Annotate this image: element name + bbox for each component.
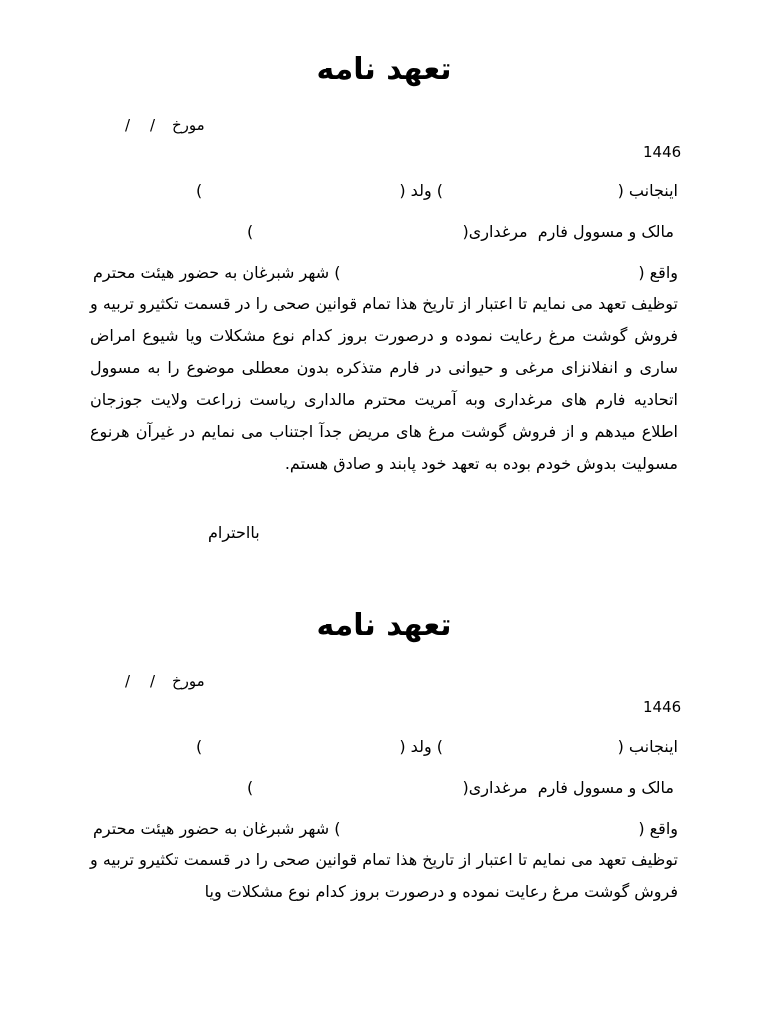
date-separator: / [150,672,156,690]
date-separator: / [150,116,156,134]
father-name-label: ) ولد ( [399,737,443,756]
city-line: ) شهر شبرغان به حضور هیئت محترم [93,819,341,838]
pledge-paragraph: توظیف تعهد می نمایم تا اعتبار از تاریخ هذا تمام قوانین صحی را در قسمت تکثیرو تربیه و فروش گوشت مرغ رعایت نموده و درصورت بروز کدام نوع مشکلات ویا شیوع امراض ساری و انفلانزای مرغی و حیوانی در فارم متذکره بدون معطلی موضوع را به مسوول اتحادیه فارم های مرغداری وبه آمریت محترم مالداری ریاست زراعت ولایت جوزجان اطلاع میدهم و از فروش گوشت مرغ های مریض جدآ اجتناب می نمایم در غیرآن هرنوع مسولیت بدوش خودم بوده به تعهد خود پابند و صادق هستم. [90,294,678,473]
date-label: مورخ [172,116,205,134]
closing-regards: بااحترام [208,523,260,542]
father-name-label: ) ولد ( [399,181,443,200]
page-title: تعهد نامه [316,52,452,87]
closing-paren: ) [196,181,203,200]
year-number: 1446 [643,698,682,716]
farm-owner-line: مالک و مسوول فارم مرغداری( [462,778,674,797]
date-label: مورخ [172,672,205,690]
city-line: ) شهر شبرغان به حضور هیئت محترم [93,263,341,282]
year-number: 1446 [643,143,682,161]
page-title: تعهد نامه [316,608,452,643]
name-line-start: اینجانب ( [617,181,678,200]
closing-paren: ) [247,222,254,241]
farm-owner-line: مالک و مسوول فارم مرغداری( [462,222,674,241]
closing-paren: ) [247,778,254,797]
location-label: واقع ( [638,819,678,838]
location-label: واقع ( [638,263,678,282]
closing-paren: ) [196,737,203,756]
name-line-start: اینجانب ( [617,737,678,756]
date-separator: / [125,116,131,134]
pledge-paragraph: توظیف تعهد می نمایم تا اعتبار از تاریخ هذا تمام قوانین صحی را در قسمت تکثیرو تربیه و فروش گوشت مرغ رعایت نموده و درصورت بروز کدام نوع مشکلات ویا [90,850,678,901]
date-separator: / [125,672,131,690]
